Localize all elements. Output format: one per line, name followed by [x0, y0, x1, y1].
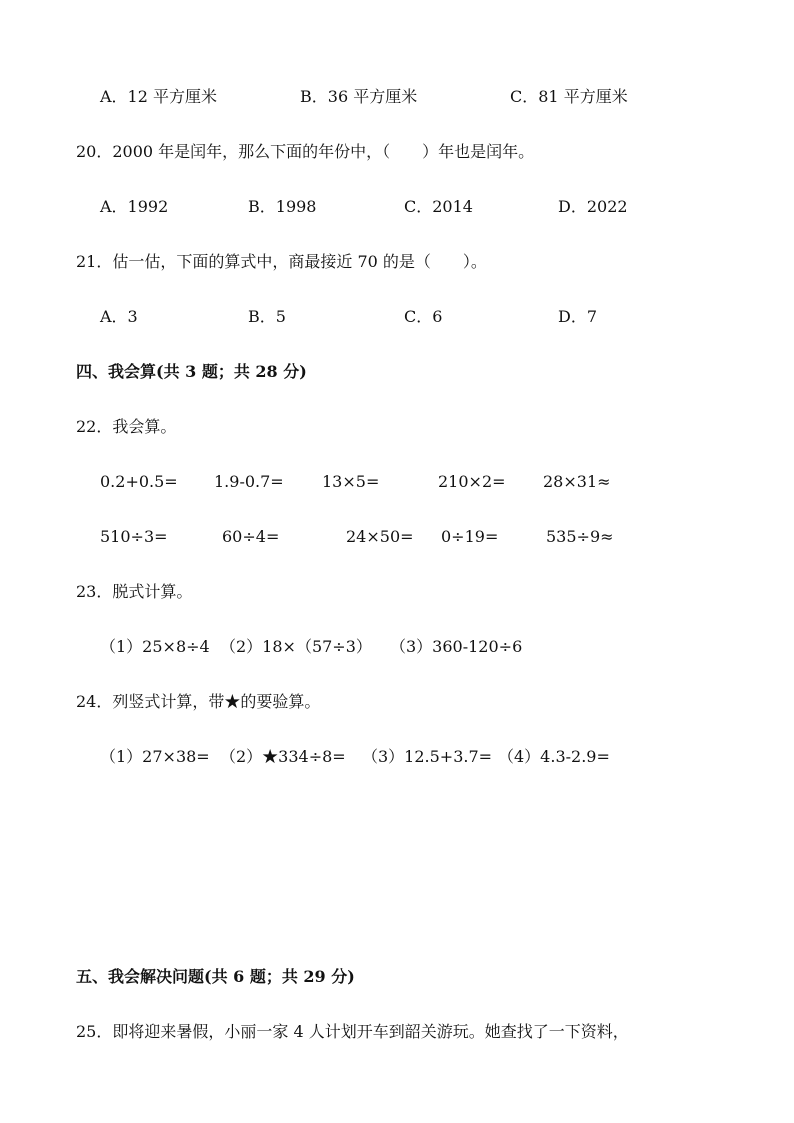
q23-item-3: （3）360-120÷6: [390, 637, 523, 656]
q22-expr-7: 60÷4=: [222, 527, 280, 546]
q22-expr-3: 13×5=: [322, 472, 380, 491]
q23-item-1: （1）25×8÷4: [100, 637, 210, 656]
q20-option-c[interactable]: C．2014: [404, 197, 473, 216]
q22-expr-10: 535÷9≈: [546, 527, 614, 546]
q24-item-3: （3）12.5+3.7=: [362, 747, 493, 766]
q21-option-b[interactable]: B．5: [248, 307, 286, 326]
q22-expr-6: 510÷3=: [100, 527, 168, 546]
q20-option-b[interactable]: B．1998: [248, 197, 317, 216]
q22-expr-4: 210×2=: [438, 472, 506, 491]
q22-expr-1: 0.2+0.5=: [100, 472, 178, 491]
q20-stem: 20．2000 年是闰年，那么下面的年份中，（ ）年也是闰年。: [76, 142, 535, 161]
section-4-title: 四、我会算(共 3 题；共 28 分): [76, 362, 307, 381]
q25-stem: 25．即将迎来暑假，小丽一家 4 人计划开车到韶关游玩。她查找了一下资料，: [76, 1022, 629, 1041]
q19-option-b[interactable]: B．36 平方厘米: [300, 87, 418, 106]
q21-option-c[interactable]: C．6: [404, 307, 443, 326]
q22-expr-2: 1.9-0.7=: [214, 472, 284, 491]
q24-item-1: （1）27×38=: [100, 747, 210, 766]
q23-item-2: （2）18×（57÷3）: [220, 637, 372, 656]
q20-option-d[interactable]: D．2022: [558, 197, 628, 216]
q19-option-c[interactable]: C．81 平方厘米: [510, 87, 628, 106]
q22-stem: 22．我会算。: [76, 417, 177, 436]
q24-item-4: （4）4.3-2.9=: [498, 747, 610, 766]
q24-stem: 24．列竖式计算，带★的要验算。: [76, 692, 321, 711]
q22-expr-5: 28×31≈: [543, 472, 611, 491]
q24-item-2: （2）★334÷8=: [220, 747, 346, 766]
q22-expr-8: 24×50=: [346, 527, 414, 546]
q22-expr-9: 0÷19=: [441, 527, 499, 546]
section-5-title: 五、我会解决问题(共 6 题；共 29 分): [76, 967, 355, 986]
q19-option-a[interactable]: A．12 平方厘米: [100, 87, 218, 106]
q23-stem: 23．脱式计算。: [76, 582, 193, 601]
q21-option-a[interactable]: A．3: [100, 307, 138, 326]
q21-option-d[interactable]: D．7: [558, 307, 598, 326]
q21-stem: 21．估一估，下面的算式中，商最接近 70 的是（ ）。: [76, 252, 487, 271]
q20-option-a[interactable]: A．1992: [100, 197, 169, 216]
